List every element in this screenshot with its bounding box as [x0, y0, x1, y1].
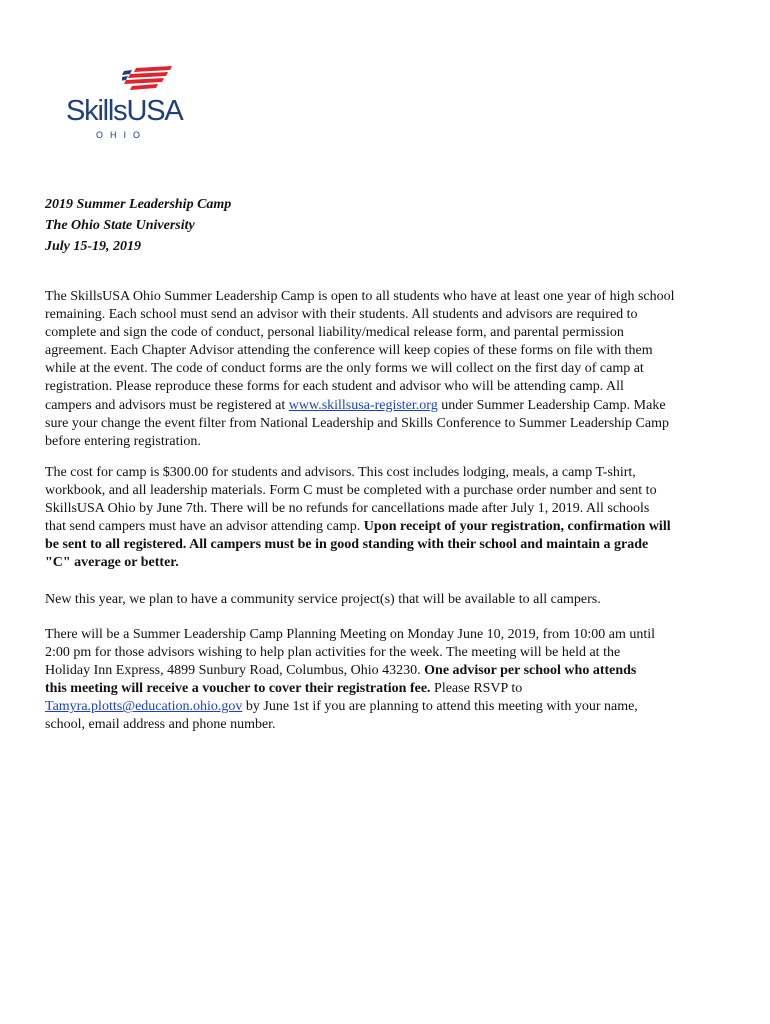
bold-text: Upon receipt of your registration, confirmation will: [363, 519, 671, 535]
text-line: school, email address and phone number.: [45, 717, 276, 733]
skillsusa-ohio-logo: [60, 66, 183, 142]
paragraph-planning-meeting: [45, 626, 735, 735]
text-line: [45, 397, 735, 415]
paragraph-community-service: [45, 591, 735, 609]
text-line: before entering registration.: [45, 433, 201, 449]
text-line: There will be a Summer Leadership Camp Planning Meeting on Monday June 10, 2019, from 10:00 am until: [45, 627, 656, 642]
text-line: [45, 698, 735, 716]
text-line: The SkillsUSA Ohio Summer Leadership Camp is open to all students who have at least one year of high school: [45, 289, 675, 304]
bold-text: One advisor per school who attends: [424, 663, 637, 679]
text-line: workbook, and all leadership materials. Form C must be completed with a purchase order number and sent to: [45, 483, 657, 499]
logo-wordmark: SkillsUSA: [66, 95, 183, 127]
heading-dates: July 15-19, 2019: [45, 239, 142, 254]
rsvp-email-link[interactable]: Tamyra.plotts@education.ohio.gov: [45, 699, 243, 715]
paragraph-overview: [45, 288, 735, 451]
text-segment: Holiday Inn Express, 4899 Sunbury Road, Columbus, Ohio 43230.: [45, 663, 425, 679]
document-heading: [45, 194, 231, 257]
text-segment: Please RSVP to: [430, 681, 523, 697]
paragraph-cost: [45, 464, 735, 573]
flag-stripes-icon: [122, 66, 174, 96]
text-line: [45, 554, 735, 572]
bold-text: "C" average or better.: [45, 555, 179, 571]
text-segment: under Summer Leadership Camp. Make: [437, 397, 666, 413]
text-line: remaining. Each school must send an advisor with their students. All students and advisors are required to: [45, 307, 638, 323]
text-line: sure your change the event filter from National Leadership and Skills Conference to Summer Leadership Camp: [45, 415, 669, 431]
text-line: New this year, we plan to have a community service project(s) that will be available to all campers.: [45, 592, 601, 607]
text-line: 2:00 pm for those advisors wishing to help plan activities for the week. The meeting will be held at the: [45, 645, 621, 661]
text-line: agreement. Each Chapter Advisor attending the conference will keep copies of these forms on file with them: [45, 343, 653, 359]
heading-venue: The Ohio State University: [45, 218, 195, 233]
bold-text: be sent to all registered. All campers must be in good standing with their school and maintain a grade: [45, 537, 649, 553]
heading-event-title: 2019 Summer Leadership Camp: [45, 197, 232, 212]
text-line: complete and sign the code of conduct, personal liability/medical release form, and parental permission: [45, 325, 624, 341]
text-line: while at the event. The code of conduct forms are the only forms we will collect on the first day of camp at: [45, 361, 644, 377]
text-line: [45, 536, 735, 554]
text-segment: campers and advisors must be registered at: [45, 397, 289, 413]
bold-text: this meeting will receive a voucher to cover their registration fee.: [45, 681, 431, 697]
registration-link[interactable]: www.skillsusa-register.org: [288, 397, 438, 413]
text-line: [45, 662, 735, 680]
text-line: SkillsUSA Ohio by June 7th. There will be no refunds for cancellations made after July 1, 2019. All schools: [45, 501, 650, 517]
text-segment: by June 1st if you are planning to attend this meeting with your name,: [242, 699, 638, 715]
text-line: registration. Please reproduce these forms for each student and advisor who will be attending camp. All: [45, 379, 624, 395]
text-line: [45, 680, 735, 698]
text-line: [45, 518, 735, 536]
text-line: The cost for camp is $300.00 for students and advisors. This cost includes lodging, meals, a camp T-shirt,: [45, 465, 636, 480]
logo-subtitle: OHIO: [96, 130, 148, 140]
text-segment: that send campers must have an advisor attending camp.: [45, 519, 364, 535]
